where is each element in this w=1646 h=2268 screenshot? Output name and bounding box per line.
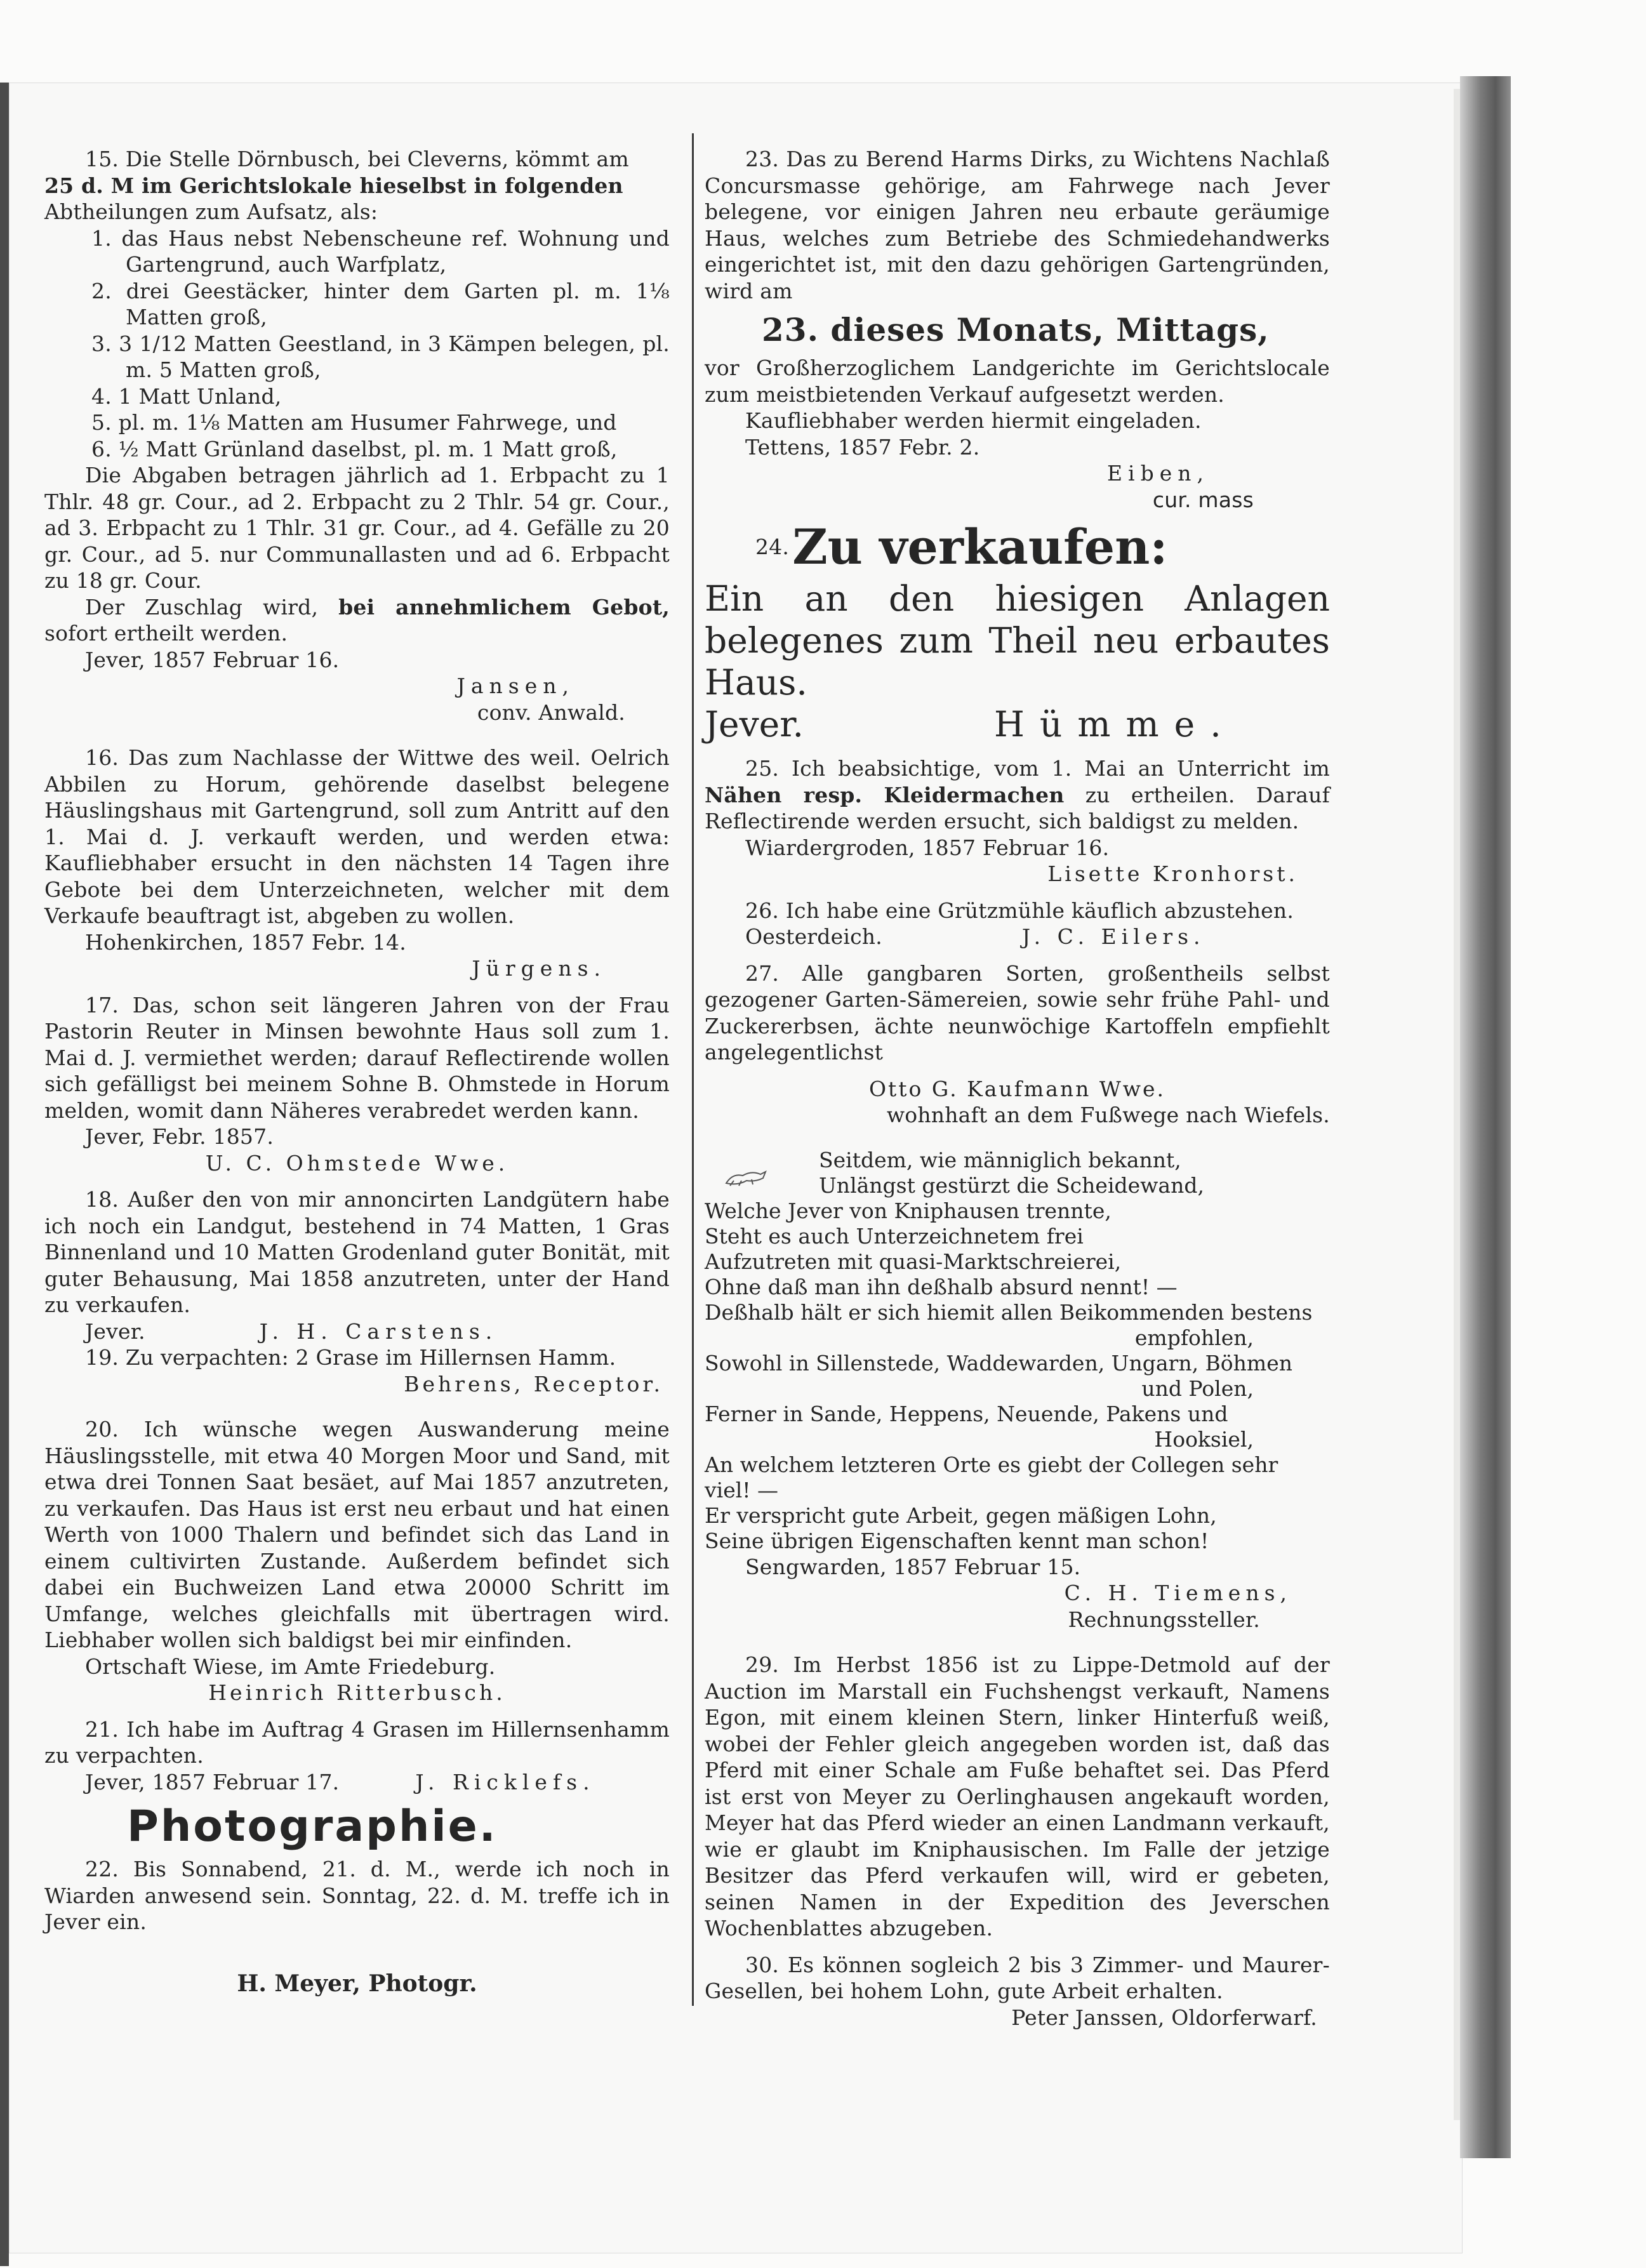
notice-19 <box>44 1344 670 1397</box>
notice-17 <box>44 992 670 1177</box>
notice-15-signature-title: conv. Anwald. <box>477 700 625 725</box>
left-page-edge <box>0 83 9 2266</box>
notice-24-heading <box>705 517 1330 578</box>
notice-15 <box>44 146 670 726</box>
notice-24-signature: Hümme. <box>993 704 1237 745</box>
notice-23-invite: Kaufliebhaber werden hiermit eingeladen. <box>745 408 1202 433</box>
notice-30-signature: Peter Janssen, Oldorferwarf. <box>1011 2005 1317 2030</box>
notice-28-poem <box>705 1148 1330 1554</box>
notice-25-body-bold: Nähen resp. Kleidermachen <box>705 782 1065 807</box>
notice-19-body: 19. Zu verpachten: 2 Grase im Hillernsen Hamm. <box>85 1345 616 1370</box>
notice-21 <box>44 1716 670 1796</box>
notice-18 <box>44 1186 670 1344</box>
notice-15-zuschlag-pre: Der Zuschlag wird, <box>85 594 319 620</box>
notice-27-signature-2: wohnhaft an dem Fußwege nach Wiefels. <box>886 1103 1330 1127</box>
poem-line: Ferner in Sande, Heppens, Neuende, Pakens und <box>705 1401 1228 1426</box>
horse-vignette-icon <box>724 1167 768 1188</box>
notice-23-date: 23. dieses Monats, Mittags, <box>762 311 1270 348</box>
notice-18-place: Jever. <box>85 1318 145 1344</box>
notice-26-place: Oesterdeich. <box>745 924 882 949</box>
notice-16-place: Hohenkirchen, 1857 Febr. 14. <box>85 929 406 955</box>
notice-15-line-2: 25 d. M im Gerichtslokale hieselbst in folgenden <box>44 173 623 198</box>
notice-30-body: 30. Es können sogleich 2 bis 3 Zimmer- und Maurer-Gesellen, bei hohem Lohn, gute Arbeit erhalten. <box>705 1952 1330 2003</box>
notice-27-body: 27. Alle gangbaren Sorten, großentheils selbst gezogener Garten-Sämereien, sowie sehr frühe Pahl- und Zuckererbsen, ächte neunwöchige Kartoffeln empfiehlt angelegentlichst <box>705 960 1330 1064</box>
notice-19-signature: Behrens, Receptor. <box>404 1371 663 1396</box>
notice-24-place: Jever. <box>705 704 804 745</box>
notice-22-signature: H. Meyer, Photogr. <box>237 1970 477 1997</box>
poem-line: Seitdem, wie männiglich bekannt, <box>819 1147 1181 1172</box>
notice-27 <box>705 960 1330 1129</box>
notice-26-place-sig <box>705 924 1330 950</box>
notice-24-number: 24. <box>755 534 790 560</box>
notice-15-item-2: 2. drei Geestäcker, hinter dem Garten pl. m. 1⅛ Matten groß, <box>91 278 670 329</box>
poem-line: Er verspricht gute Arbeit, gegen mäßigen Lohn, <box>705 1502 1217 1528</box>
notice-15-zuschlag-post: sofort ertheilt werden. <box>44 621 288 646</box>
notice-25-place: Wiardergroden, 1857 Februar 16. <box>745 835 1110 860</box>
poem-line: Steht es auch Unterzeichnetem frei <box>705 1223 1084 1249</box>
notice-26-signature: J. C. Eilers. <box>1021 924 1205 949</box>
notice-15-line-1: 15. Die Stelle Dörnbusch, bei Cleverns, kömmt am <box>85 147 629 171</box>
notice-17-body: 17. Das, schon seit längeren Jahren von der Frau Pastorin Reuter in Minsen bewohnte Haus soll zum 1. Mai d. J. vermiethet werden; darauf Reflectirende wollen sich gefälligst bei meinem Sohne B. Ohmstede in Horum melden, womit dann Näheres verabredet werden kann. <box>44 992 670 1123</box>
column-rule <box>692 133 694 2006</box>
notice-20-signature: Heinrich Ritterbusch. <box>208 1680 506 1705</box>
poem-line: Welche Jever von Kniphausen trennte, <box>705 1198 1112 1223</box>
notice-30 <box>705 1952 1330 2031</box>
notice-23 <box>705 146 1330 513</box>
poem-line: An welchem letzteren Orte es giebt der Collegen sehr viel! — <box>705 1452 1278 1502</box>
notice-16-body: 16. Das zum Nachlasse der Wittwe des weil. Oelrich Abbilen zu Horum, gehörende daselbst belegene Häuslingshaus mit Gartengrund, soll zum Antritt auf den 1. Mai d. J. verkauft werden, und werden etwa: Kaufliebhaber ersucht in den nächsten 14 Tagen ihre Gebote bei dem Unterzeichneten, welcher mit dem Verkaufe beauftragt ist, abgeben zu wollen. <box>44 745 670 928</box>
notice-22-body: 22. Bis Sonnabend, 21. d. M., werde ich noch in Wiarden anwesend sein. Sonntag, 22. d. M. treffe ich in Jever ein. <box>44 1857 670 1934</box>
notice-28 <box>705 1148 1330 1633</box>
notice-26 <box>705 898 1330 950</box>
notice-17-signature: U. C. Ohmstede Wwe. <box>205 1150 509 1176</box>
notice-15-place: Jever, 1857 Februar 16. <box>85 647 340 672</box>
notice-26-body: 26. Ich habe eine Grützmühle käuflich abzustehen. <box>745 898 1294 923</box>
notice-25-signature: Lisette Kronhorst. <box>1047 861 1298 886</box>
notice-21-signature: J. Ricklefs. <box>415 1769 595 1794</box>
poem-line: Ohne daß man ihn deßhalb absurd nennt! — <box>705 1274 1178 1299</box>
notice-22-title: Photographie. <box>127 1801 498 1852</box>
notice-29-body: 29. Im Herbst 1856 ist zu Lippe-Detmold auf der Auction im Marstall ein Fuchshengst verkauft, Namens Egon, mit einem kleinen Stern, linker Hinterfuß weiß, wobei der Fehler gleich angegeben worden ist, daß das Pferd mit einer Schale am Fuße behaftet sei. Das Pferd ist erst von Meyer zu Oerlinghausen angekauft worden, Meyer hat das Pferd wieder an einen Landmann verkauft, wie er glaubt im Kniphausischen. Im Falle der jetzige Besitzer das Pferd verkaufen will, wird er gebeten, seinen Namen in der Expedition des Jeverschen Wochenblattes abzugeben. <box>705 1652 1330 1940</box>
notice-25 <box>705 755 1330 887</box>
poem-line: Unlängst gestürzt die Scheidewand, <box>819 1172 1204 1198</box>
notice-28-place: Sengwarden, 1857 Februar 15. <box>745 1554 1081 1579</box>
notice-17-place: Jever, Febr. 1857. <box>85 1124 274 1149</box>
notice-24-place-sig <box>705 703 1330 745</box>
notice-15-item-6: 6. ½ Matt Grünland daselbst, pl. m. 1 Matt groß, <box>91 436 618 461</box>
book-spine <box>1460 76 1511 2158</box>
notice-18-signature: J. H. Carstens. <box>259 1318 498 1344</box>
poem-line: Hooksiel, <box>1154 1426 1254 1452</box>
poem-line: Sowohl in Sillenstede, Waddewarden, Ungarn, Böhmen <box>705 1350 1292 1376</box>
notice-22 <box>44 1800 670 1999</box>
notice-21-body: 21. Ich habe im Auftrag 4 Grasen im Hillernsenhamm zu verpachten. <box>44 1716 670 1768</box>
notice-15-body: Die Abgaben betragen jährlich ad 1. Erbpacht zu 1 Thlr. 48 gr. Cour., ad 2. Erbpacht zu 2 Thlr. 54 gr. Cour., ad 3. Erbpacht zu 1 Thlr. 31 gr. Cour., ad 4. Gefälle zu 20 gr. Cour., ad 5. nur Communallasten und ad 6. Erbpacht zu 18 gr. Cour. <box>44 463 670 593</box>
notice-16 <box>44 745 670 982</box>
notice-20-body: 20. Ich wünsche wegen Auswanderung meine Häuslingsstelle, mit etwa 40 Morgen Moor und Sand, mit etwa drei Tonnen Saat besäet, auf Mai 1857 anzutreten, zu verkaufen. Das Haus ist erst neu erbaut und hat einen Werth von 1000 Thalern und befindet sich das Land in einem cultivirten Zustande. Außerdem befindet sich dabei ein Buchweizen Land etwa 20000 Schritt im Umfange, welches gleichfalls mit übertragen wird. Liebhaber wollen sich baldigst bei mir einfinden. <box>44 1417 670 1652</box>
notice-20 <box>44 1416 670 1706</box>
notice-21-place: Jever, 1857 Februar 17. <box>85 1769 340 1794</box>
notice-16-signature: Jürgens. <box>472 956 606 981</box>
notice-28-poem-lines <box>705 1148 1330 1554</box>
notice-25-body <box>705 755 1330 835</box>
notice-24 <box>705 517 1330 745</box>
right-column <box>705 146 1330 2031</box>
notice-18-body: 18. Außer den von mir annoncirten Landgütern habe ich noch ein Landgut, bestehend in 74 Matten, 1 Gras Binnenland und 10 Matten Grodenland guter Bonität, mit guter Behausung, Mai 1858 anzutreten, unter der Hand zu verkaufen. <box>44 1187 670 1317</box>
notice-25-body-pre: 25. Ich beabsichtige, vom 1. Mai an Unterricht im <box>745 756 1330 781</box>
notice-25-body-post: zu ertheilen. Darauf Reflectirende werden ersucht, sich baldigst zu melden. <box>705 782 1330 833</box>
notice-15-line-3: Abtheilungen zum Aufsatz, als: <box>44 199 378 224</box>
notice-23-place: Tettens, 1857 Febr. 2. <box>745 434 980 460</box>
poem-line: Seine übrigen Eigenschaften kennt man schon! <box>705 1528 1209 1553</box>
notice-23-signature: Eiben, <box>1106 461 1209 486</box>
notice-23-body-2: vor Großherzoglichem Landgerichte im Gerichtslocale zum meistbietenden Verkauf aufgesetzt werden. <box>705 355 1330 407</box>
notice-15-zuschlag-bold: bei annehmlichem Gebot, <box>338 594 670 620</box>
notice-24-body: Ein an den hiesigen Anlagen belegenes zum Theil neu erbautes Haus. <box>705 578 1330 703</box>
notice-18-place-sig <box>44 1318 670 1345</box>
notice-15-item-1: 1. das Haus nebst Nebenscheune ref. Wohnung und Gartengrund, auch Warfplatz, <box>91 225 670 277</box>
poem-line: Deßhalb hält er sich hiemit allen Beikommenden bestens <box>705 1299 1313 1325</box>
notice-21-place-sig <box>44 1769 670 1796</box>
poem-line: und Polen, <box>1141 1376 1254 1401</box>
notice-15-item-3: 3. 3 1/12 Matten Geestland, in 3 Kämpen belegen, pl. m. 5 Matten groß, <box>91 331 670 382</box>
notice-23-body: 23. Das zu Berend Harms Dirks, zu Wichtens Nachlaß Concursmasse gehörige, am Fahrwege nach Jever belegene, vor einigen Jahren neu erbaute geräumige Haus, welches zum Betriebe des Schmiedehandwerks eingerichtet ist, mit den dazu gehörigen Gartengründen, wird am <box>705 147 1330 303</box>
notice-27-signature: Otto G. Kaufmann Wwe. <box>868 1076 1166 1101</box>
notice-15-zuschlag <box>44 594 670 647</box>
poem-line: Aufzutreten mit quasi-Marktschreierei, <box>705 1249 1122 1274</box>
notice-15-signature: Jansen, <box>456 673 574 698</box>
poem-line: empfohlen, <box>1134 1325 1254 1350</box>
notice-28-signature-title: Rechnungssteller. <box>1068 1607 1260 1632</box>
notice-29 <box>705 1652 1330 1942</box>
notice-24-title: Zu verkaufen: <box>792 519 1168 575</box>
notice-20-place: Ortschaft Wiese, im Amte Friedeburg. <box>85 1654 496 1679</box>
notice-23-signature-title: cur. mass <box>1152 487 1254 512</box>
notice-15-item-5: 5. pl. m. 1⅛ Matten am Husumer Fahrwege, und <box>91 410 617 435</box>
left-column <box>44 146 670 2022</box>
notice-15-item-4: 4. 1 Matt Unland, <box>91 383 282 409</box>
notice-28-signature: C. H. Tiemens, <box>1064 1581 1292 1605</box>
